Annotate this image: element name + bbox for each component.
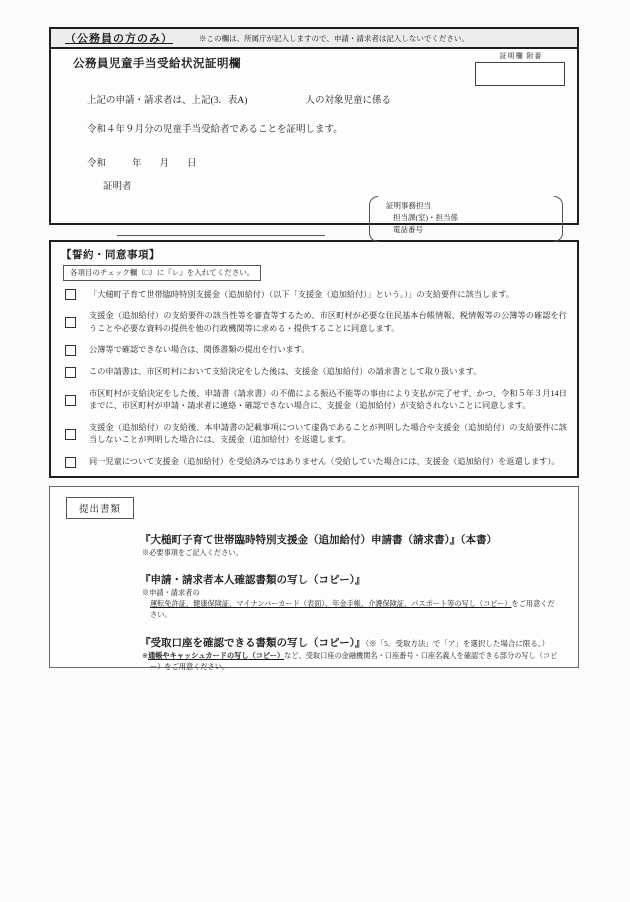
pledge-item [65, 366, 567, 378]
pledge-checkbox-1[interactable] [65, 289, 76, 300]
note-prefix: ※必要事項をご記入ください。 [142, 549, 243, 557]
pledge-item [65, 344, 567, 356]
note-prefix: ※申請・請求者の [142, 589, 200, 598]
document-title [140, 635, 564, 650]
document-note [142, 548, 560, 559]
note-underlined: 通帳やキャッシュカードの写し（コピー） [148, 651, 285, 660]
date-month-label: 月 [159, 159, 170, 169]
pledge-section [49, 240, 579, 478]
form-content [49, 0, 579, 671]
pledge-item [65, 456, 567, 468]
date-day-label: 日 [187, 159, 197, 169]
pledge-item [65, 310, 567, 335]
pledge-title: 【誓約・同意事項】 [61, 250, 160, 261]
certification-line-1 [87, 92, 567, 106]
pledge-item [65, 422, 567, 447]
pledge-checkbox-7[interactable] [65, 457, 76, 468]
note-prefix: ※ [142, 651, 149, 660]
documents-label: 提出書類 [66, 497, 134, 519]
certification-header-title: （公務員の方のみ） [65, 33, 173, 45]
stamp-label: 証明欄 附番 [499, 52, 543, 60]
certification-title: 公務員児童手当受給状況証明欄 [73, 58, 241, 70]
stamp-box[interactable] [475, 62, 565, 86]
document-title-suffix: （※「5．受取方法」で「ア」を選択した場合に限る。） [365, 638, 550, 648]
date-era: 令和 [87, 159, 107, 169]
pledge-item-text: 市区町村が支給決定をした後、申請書（請求書）の不備による振込不能等の事由により支払が完了せず、かつ、令和５年３月14日までに、市区町村が申請・請求者に連絡・確認できない場合に、支援金（追加給付）が支給されないことに同意します。 [89, 388, 567, 411]
date-year-label: 年 [132, 159, 142, 169]
stamp-area [475, 51, 567, 86]
certification-date-line [87, 155, 567, 169]
pledge-checkbox-2[interactable] [65, 317, 76, 328]
pledge-item [65, 289, 567, 301]
certifier-signature-line[interactable] [117, 235, 325, 236]
bracket-left-icon [369, 196, 378, 242]
document-title-text: 『受取口座を確認できる書類の写し（コピー）』 [140, 637, 366, 649]
line1-prefix: 上記の申請・請求者は、上記(3．表A) [87, 96, 248, 106]
pledge-item-text: 支援金（追加給付）の支給後、本申請書の記載事項について虚偽であることが判明した場合や支援金（追加給付）の支給要件に該当しないことが判明した場合には、支援金（追加給付）を返還します。 [89, 423, 567, 445]
pledge-checkbox-4[interactable] [65, 367, 76, 378]
pledge-item [65, 388, 567, 413]
certification-line-2: 令和４年９月分の児童手当受給者であることを証明します。 [87, 125, 343, 135]
certification-header [51, 29, 577, 49]
contact-line-3: 電話番号 [393, 225, 423, 234]
pledge-item-text: 公簿等で確認できない場合は、関係書類の提出を行います。 [89, 345, 310, 355]
document-title-text: 『申請・請求者本人確認書類の写し（コピー）』 [140, 575, 366, 587]
contact-lines [378, 196, 554, 242]
contact-line-1: 証明事務担当 [386, 201, 431, 210]
document-item [140, 532, 564, 559]
pledge-item-text: 同一児童について支援金（追加給付）を受給済みではありません（受給していた場合には、支援金（追加給付）を返還します）。 [89, 457, 560, 467]
certification-footer [73, 196, 567, 248]
note-suffix: など、受取口座の金融機関名・口座番号・口座名義人を確認できる部分の写し（コピー）をご用意ください。 [150, 651, 558, 671]
pledge-checkbox-3[interactable] [65, 345, 76, 356]
line1-suffix: 人の対象児童に係る [305, 96, 391, 106]
bracket-right-icon [554, 196, 563, 242]
certification-section [49, 27, 579, 234]
document-title [140, 532, 564, 547]
note-underlined: 運転免許証、健康保険証、マイナンバーカード（表面）、年金手帳、介護保険証、パスポート等の写し（コピー） [150, 600, 512, 609]
document-note [142, 588, 560, 621]
certification-header-note: ※この欄は、所属庁が記入しますので、申請・請求者は記入しないでください。 [199, 33, 469, 43]
pledge-item-text: 「大槌町子育て世帯臨時特別支援金（追加給付）（以下「支援金（追加給付）」という。）」の支給要件に該当します。 [89, 289, 515, 299]
pledge-item-text: 支援金（追加給付）の支給要件の該当性等を審査等するため、市区町村が必要な住民基本台帳情報、税情報等の公簿等の確認を行うことや必要な資料の提供を他の行政機関等に求める・提供することに同意します。 [89, 311, 567, 333]
certifier-label: 証明者 [103, 182, 132, 192]
document-note [142, 651, 560, 673]
document-title [140, 572, 564, 587]
document-item [140, 635, 564, 673]
documents-section [49, 486, 579, 671]
contact-line-2: 担当課(室)・担当係 [393, 213, 458, 222]
pledge-checkbox-6[interactable] [65, 429, 76, 440]
note-suffix: をご用意ください。 [150, 600, 555, 620]
certification-body [51, 49, 577, 248]
document-title-text: 『大槌町子育て世帯臨時特別支援金（追加給付）申請書（請求書）』（本書） [140, 535, 497, 546]
document-item [140, 572, 564, 621]
pledge-instruction: 各項目のチェック欄（□）に『レ』を入れてください。 [63, 265, 261, 281]
pledge-checkbox-5[interactable] [65, 395, 76, 406]
pledge-item-text: この申請書は、市区町村において支給決定をした後は、支援金（追加給付）の請求書として取り扱います。 [89, 367, 482, 377]
contact-group [369, 196, 563, 242]
